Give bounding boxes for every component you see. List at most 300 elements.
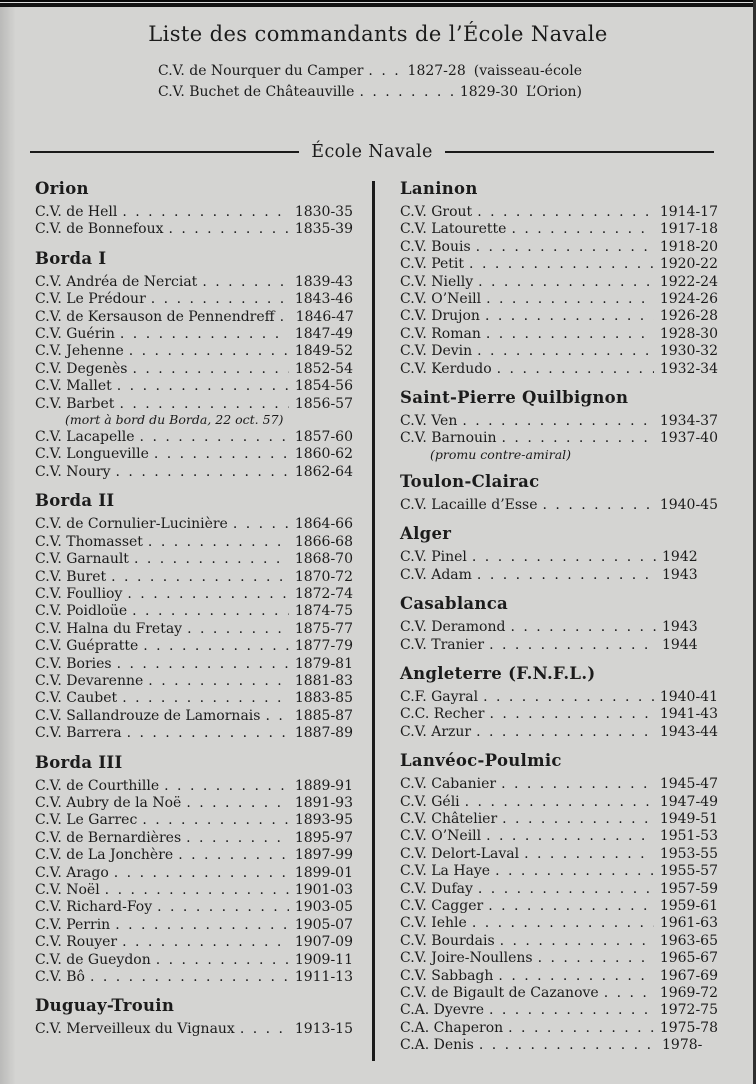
- list-item: [400, 1037, 718, 1054]
- list-item: [35, 899, 353, 916]
- list-item: [35, 690, 353, 707]
- list-item: [35, 882, 353, 899]
- dot-leader: [120, 326, 289, 343]
- dot-leader: [543, 497, 654, 514]
- dot-leader: [132, 603, 289, 620]
- list-item: [35, 326, 353, 343]
- dot-leader: [478, 881, 654, 898]
- entry-year: 1860-62: [294, 446, 353, 463]
- entry-year: 1942: [662, 549, 698, 566]
- entry-year: 1887-89: [294, 725, 353, 742]
- dot-leader: [116, 464, 289, 481]
- list-item: [400, 915, 718, 932]
- entry-year: 1875-77: [294, 620, 353, 637]
- entry-year: 1967-69: [659, 967, 718, 984]
- entry-name: C.V. Tranier: [400, 636, 485, 653]
- entry-name: C.V. Latourette: [400, 221, 507, 238]
- list-item: [400, 776, 718, 793]
- dot-leader: [132, 361, 288, 378]
- list-item: [400, 933, 718, 950]
- list-item: [35, 865, 353, 882]
- list-item: [35, 204, 353, 221]
- list-item: [35, 534, 353, 551]
- dot-leader: [489, 706, 653, 723]
- dot-leader: [501, 776, 654, 793]
- entry-name: C.V. de Cornulier-Lucinière: [35, 516, 228, 533]
- entry-year: 1862-64: [294, 463, 353, 480]
- entry-year: 1920-22: [659, 256, 718, 273]
- dot-leader: [476, 724, 654, 741]
- dot-leader: [105, 882, 289, 899]
- column-right: [400, 177, 718, 1055]
- dot-leader: [489, 1002, 654, 1019]
- intro-entry: [158, 61, 582, 82]
- dot-leader: [478, 274, 654, 291]
- dot-leader: [502, 811, 654, 828]
- entry-name: C.V. de Bonnefoux: [35, 221, 164, 238]
- entry-year: 1893-95: [294, 812, 353, 829]
- dot-leader: [495, 863, 654, 880]
- dot-leader: [508, 1020, 654, 1037]
- dot-leader: [538, 950, 654, 967]
- entry-name: C.V. Caubet: [35, 690, 118, 707]
- entry-name: C.V. Barrera: [35, 725, 122, 742]
- entry-year: 1940-41: [659, 688, 718, 705]
- entry-name: C.V. Kerdudo: [400, 360, 492, 377]
- entry-year: 1885-87: [294, 707, 353, 724]
- entry-year: 1955-57: [659, 863, 718, 880]
- entry-year: 1866-68: [294, 533, 353, 550]
- entry-year: 1835-39: [294, 221, 353, 238]
- dot-leader: [168, 221, 288, 238]
- dot-leader: [524, 846, 654, 863]
- section-title: Duguay-Trouin: [35, 996, 175, 1016]
- list-item: [35, 274, 353, 291]
- entry-year: 1911-13: [294, 969, 353, 986]
- list-item: [35, 309, 353, 326]
- dot-leader: [142, 812, 289, 829]
- entry-year: 1947-49: [659, 793, 718, 810]
- dot-leader: [486, 828, 654, 845]
- list-item: [400, 968, 718, 985]
- dot-leader: [476, 239, 654, 256]
- intro-list: [158, 61, 582, 103]
- entry-name: C.V. de Nourquer du Camper: [158, 63, 364, 79]
- section-title: Toulon-Clairac: [400, 471, 540, 491]
- entry-note: (promu contre-amiral): [430, 446, 572, 462]
- entry-name: C.A. Denis: [400, 1037, 474, 1054]
- entry-year: 1868-70: [294, 551, 353, 568]
- entry-year: 1889-91: [294, 777, 353, 794]
- entry-year: 1943: [662, 566, 698, 583]
- dot-leader: [368, 61, 401, 82]
- list-item: [35, 795, 353, 812]
- dot-leader: [156, 952, 289, 969]
- dot-leader: [186, 830, 289, 847]
- entry-note: (vaisseau-école: [473, 63, 582, 79]
- entry-name: C.V. de La Jonchère: [35, 847, 174, 864]
- entry-name: C.V. Géli: [400, 793, 460, 810]
- entry-name: C.V. de Kersauson de Pennendreff: [35, 308, 275, 325]
- entry-name: C.V. Cagger: [400, 897, 484, 914]
- entry-year: 1849-52: [294, 343, 353, 360]
- list-item: [400, 881, 718, 898]
- dot-leader: [233, 516, 289, 533]
- list-item: [35, 378, 353, 395]
- section-title: Angleterre (F.N.F.L.): [400, 663, 596, 683]
- column-left: [35, 177, 353, 1055]
- dot-leader: [187, 621, 289, 638]
- entry-name: C.V. Halna du Fretay: [35, 620, 183, 637]
- section-header: [30, 141, 714, 163]
- list-item: [35, 396, 353, 413]
- dot-leader: [477, 204, 654, 221]
- top-edge-bar: [0, 0, 756, 7]
- entry-year: 1957-59: [659, 880, 718, 897]
- dot-leader: [151, 291, 289, 308]
- dot-leader: [164, 778, 289, 795]
- dot-leader: [134, 551, 289, 568]
- entry-name: C.V. de Bernardières: [35, 829, 182, 846]
- section-title: Borda I: [35, 248, 107, 268]
- list-item: [35, 952, 353, 969]
- entry-year: 1909-11: [294, 951, 353, 968]
- entry-name: C.V. Bouis: [400, 238, 471, 255]
- entry-year: 1917-18: [659, 221, 718, 238]
- entry-name: C.V. O’Neill: [400, 291, 482, 308]
- entry-name: C.V. Noury: [35, 463, 111, 480]
- entry-name: C.V. Guérin: [35, 326, 115, 343]
- list-item: [35, 464, 353, 481]
- entry-name: C.V. Joire-Noullens: [400, 950, 533, 967]
- entry-year: 1914-17: [659, 204, 718, 220]
- list-item: [400, 950, 718, 967]
- entry-year: 1829-30: [459, 84, 519, 100]
- section-title: Casablanca: [400, 594, 509, 614]
- entry-year: 1944: [662, 636, 698, 653]
- list-item: [35, 569, 353, 586]
- list-item: [35, 551, 353, 568]
- entry-year: 1934-37: [659, 413, 718, 430]
- entry-note: (mort à bord du Borda, 22 oct. 57): [65, 412, 284, 428]
- list-item: [400, 567, 718, 584]
- entry-name: C.V. de Bigault de Cazanove: [400, 985, 599, 1001]
- entry-name: C.V. de Courthille: [35, 777, 160, 794]
- entry-year: 1969-72: [659, 985, 718, 1001]
- entry-name: C.V. Garnault: [35, 551, 129, 568]
- list-item: [35, 621, 353, 638]
- entry-name: C.C. Recher: [400, 706, 485, 723]
- entry-year: 1877-79: [294, 638, 353, 655]
- dot-leader: [119, 396, 288, 413]
- section-title: Laninon: [400, 179, 478, 198]
- entry-year: 1928-30: [659, 325, 718, 342]
- entry-year: 1951-53: [659, 828, 718, 845]
- entry-year: 1978-: [662, 1037, 703, 1054]
- entry-name: C.V. Thomasset: [35, 533, 143, 550]
- dot-leader: [140, 429, 289, 446]
- entry-year: 1945-47: [659, 776, 718, 793]
- entry-year: 1975-78: [659, 1019, 718, 1036]
- entry-name: C.V. Dufay: [400, 880, 473, 897]
- entry-name: C.V. Drujon: [400, 308, 480, 325]
- entry-name: C.V. Ven: [400, 413, 458, 430]
- entry-year: 1897-99: [294, 847, 353, 864]
- entry-name: C.V. Sallandrouze de Lamornais: [35, 707, 261, 724]
- entry-name: C.V. Degenès: [35, 360, 128, 377]
- entry-name: C.V. de Gueydon: [35, 951, 151, 968]
- list-item: [400, 794, 718, 811]
- page-title: Liste des commandants de l’École Navale: [148, 22, 608, 46]
- entry-year: 1852-54: [294, 360, 353, 377]
- entry-name: C.V. Nielly: [400, 273, 474, 290]
- entry-year: 1899-01: [294, 864, 353, 881]
- entry-name: C.A. Chaperon: [400, 1019, 504, 1036]
- section-title: Saint-Pierre Quilbignon: [400, 388, 629, 408]
- entry-name: C.V. de Hell: [35, 204, 118, 220]
- entry-name: C.V. Adam: [400, 566, 472, 583]
- dot-leader: [604, 985, 654, 1002]
- entry-year: 1937-40: [659, 430, 718, 447]
- entry-name: C.V. Jehenne: [35, 343, 124, 360]
- entry-name: C.V. Le Garrec: [35, 812, 138, 829]
- list-item: [35, 429, 353, 446]
- dot-leader: [122, 934, 289, 951]
- dot-leader: [280, 309, 290, 326]
- entry-year: 1883-85: [294, 690, 353, 707]
- entry-name: C.V. Lacaille d’Esse: [400, 496, 538, 513]
- dot-leader: [510, 619, 656, 636]
- dot-leader: [265, 708, 288, 725]
- list-item: [400, 985, 718, 1002]
- entry-year: 1924-26: [659, 291, 718, 308]
- dot-leader: [202, 274, 289, 291]
- section-header-title: École Navale: [311, 142, 433, 162]
- list-item: [35, 361, 353, 378]
- entry-year: 1864-66: [294, 516, 353, 533]
- entry-year: 1918-20: [659, 238, 718, 255]
- entry-name: C.V. Sabbagh: [400, 967, 494, 984]
- entry-name: C.V. Longueville: [35, 446, 149, 463]
- dot-leader: [122, 690, 289, 707]
- entry-name: C.V. La Haye: [400, 863, 491, 880]
- list-item: [400, 239, 718, 256]
- list-item: [400, 689, 718, 706]
- list-item: [35, 516, 353, 533]
- entry-name: C.V. Barnouin: [400, 430, 497, 447]
- dot-leader: [485, 308, 654, 325]
- dot-leader: [90, 969, 289, 986]
- entry-year: 1961-63: [659, 915, 718, 932]
- header-rule-left: [30, 151, 299, 153]
- entry-name: C.V. Le Prédour: [35, 291, 146, 308]
- list-item: [35, 778, 353, 795]
- entry-year: 1847-49: [294, 326, 353, 343]
- entry-name: C.V. Barbet: [35, 395, 115, 412]
- dot-leader: [511, 221, 653, 238]
- entry-name: C.V. Buchet de Châteauville: [158, 84, 355, 100]
- dot-leader: [488, 898, 654, 915]
- dot-leader: [186, 795, 289, 812]
- dot-leader: [486, 291, 654, 308]
- list-item: [400, 898, 718, 915]
- entry-year: 1854-56: [294, 378, 353, 395]
- entry-name: C.V. Arago: [35, 864, 109, 881]
- dot-leader: [465, 794, 654, 811]
- dot-leader: [148, 534, 289, 551]
- dot-leader: [479, 1037, 656, 1054]
- dot-leader: [148, 673, 289, 690]
- entry-name: C.V. Bô: [35, 969, 85, 986]
- entry-name: C.V. Perrin: [35, 916, 111, 933]
- entry-year: 1870-72: [294, 568, 353, 585]
- entry-year: 1827-28: [407, 63, 466, 79]
- entry-name: C.V. Aubry de la Noë: [35, 794, 182, 811]
- list-item: [400, 413, 718, 430]
- section-title: Lanvéoc-Poulmic: [400, 751, 562, 771]
- dot-leader: [117, 656, 289, 673]
- entry-name: C.V. Bourdais: [400, 932, 495, 949]
- list-item: [400, 361, 718, 378]
- entry-year: 1965-67: [659, 950, 718, 967]
- entry-name: C.V. Foullioy: [35, 585, 123, 602]
- entry-name: C.V. Arzur: [400, 723, 472, 740]
- entry-year: 1913-15: [294, 1021, 353, 1038]
- entry-year: 1941-43: [659, 706, 718, 723]
- list-item: [400, 291, 718, 308]
- entry-year: 1930-32: [659, 343, 718, 360]
- dot-leader: [114, 865, 289, 882]
- intro-entry: [158, 82, 582, 103]
- entry-year: 1959-61: [659, 897, 718, 914]
- dot-leader: [486, 326, 654, 343]
- list-item: [35, 969, 353, 986]
- list-item: [400, 828, 718, 845]
- section-title: Borda III: [35, 752, 123, 772]
- entry-year: 1949-51: [659, 810, 718, 827]
- entry-name: C.V. Bories: [35, 655, 112, 672]
- entry-year: 1843-46: [294, 291, 353, 308]
- entry-year: 1922-24: [659, 273, 718, 290]
- dot-leader: [477, 343, 654, 360]
- list-item: [400, 863, 718, 880]
- entry-year: 1901-03: [294, 882, 353, 898]
- section-title: Borda II: [35, 491, 115, 511]
- entry-name: C.V. Merveilleux du Vignaux: [35, 1021, 235, 1038]
- dot-leader: [115, 917, 289, 934]
- list-item: [400, 343, 718, 360]
- list-item: [35, 586, 353, 603]
- entry-year: 1905-07: [294, 916, 353, 933]
- dot-leader: [472, 915, 654, 932]
- list-item: [35, 725, 353, 742]
- list-item: [400, 619, 718, 636]
- entry-name: C.V. Mallet: [35, 378, 112, 395]
- dot-leader: [240, 1021, 289, 1038]
- entry-year: 1830-35: [294, 204, 353, 220]
- entry-name: C.V. Buret: [35, 568, 107, 585]
- dot-leader: [498, 968, 653, 985]
- list-item: [400, 308, 718, 325]
- list-item: [400, 430, 718, 447]
- entry-year: 1881-83: [294, 672, 353, 689]
- entry-year: 1895-97: [294, 829, 353, 846]
- list-item: [400, 497, 718, 514]
- list-item: [400, 256, 718, 273]
- list-item: [35, 1021, 353, 1038]
- entry-name: C.V. Noël: [35, 882, 100, 898]
- list-item: [35, 708, 353, 725]
- list-item: [400, 1020, 718, 1037]
- list-item: [35, 830, 353, 847]
- entry-name: C.V. Rouyer: [35, 934, 118, 951]
- entry-name: C.V. Châtelier: [400, 810, 498, 827]
- entry-note: L’Orion): [526, 84, 582, 100]
- entry-name: C.V. Iehle: [400, 915, 467, 932]
- entry-year: 1857-60: [294, 429, 353, 446]
- dot-leader: [359, 82, 453, 103]
- list-item: [400, 221, 718, 238]
- list-item: [400, 724, 718, 741]
- list-item: [400, 204, 718, 221]
- entry-name: C.V. Devin: [400, 343, 473, 360]
- dot-leader: [472, 549, 656, 566]
- list-item: [35, 603, 353, 620]
- dot-leader: [462, 413, 653, 430]
- dot-leader: [178, 847, 289, 864]
- left-edge-shade: [0, 0, 16, 1084]
- dot-leader: [154, 446, 289, 463]
- dot-leader: [117, 378, 289, 395]
- list-item: [400, 549, 718, 566]
- entry-name: C.V. Andréa de Nerciat: [35, 273, 198, 290]
- entry-name: C.V. Poidloüe: [35, 603, 128, 620]
- list-item: [35, 917, 353, 934]
- list-item: [35, 934, 353, 951]
- dot-leader: [122, 204, 288, 221]
- entry-name: C.A. Dyevre: [400, 1002, 484, 1019]
- entry-year: 1972-75: [659, 1002, 718, 1019]
- entry-name: C.V. Guépratte: [35, 638, 139, 655]
- dot-leader: [500, 933, 654, 950]
- entry-year: 1963-65: [659, 932, 718, 949]
- section-title: Orion: [35, 179, 89, 198]
- entry-year: 1891-93: [294, 794, 353, 811]
- list-item: [400, 706, 718, 723]
- dot-leader: [127, 586, 288, 603]
- list-item: [35, 221, 353, 238]
- list-item: [35, 673, 353, 690]
- entry-year: 1940-45: [659, 496, 718, 513]
- dot-leader: [489, 637, 656, 654]
- entry-name: C.V. Roman: [400, 325, 481, 342]
- dot-leader: [111, 569, 289, 586]
- entry-name: C.V. O’Neill: [400, 828, 482, 845]
- entry-name: C.V. Delort-Laval: [400, 845, 520, 862]
- entry-year: 1839-43: [294, 273, 353, 290]
- entry-year: 1903-05: [294, 899, 353, 916]
- entry-year: 1856-57: [294, 395, 353, 412]
- dot-leader: [502, 430, 654, 447]
- list-item: [35, 343, 353, 360]
- entry-name: C.V. Pinel: [400, 549, 467, 566]
- header-rule-right: [445, 151, 714, 153]
- dot-leader: [157, 899, 289, 916]
- entry-year: 1932-34: [659, 360, 718, 377]
- list-item: [35, 656, 353, 673]
- dot-leader: [469, 256, 654, 273]
- column-divider-line: [372, 181, 375, 1061]
